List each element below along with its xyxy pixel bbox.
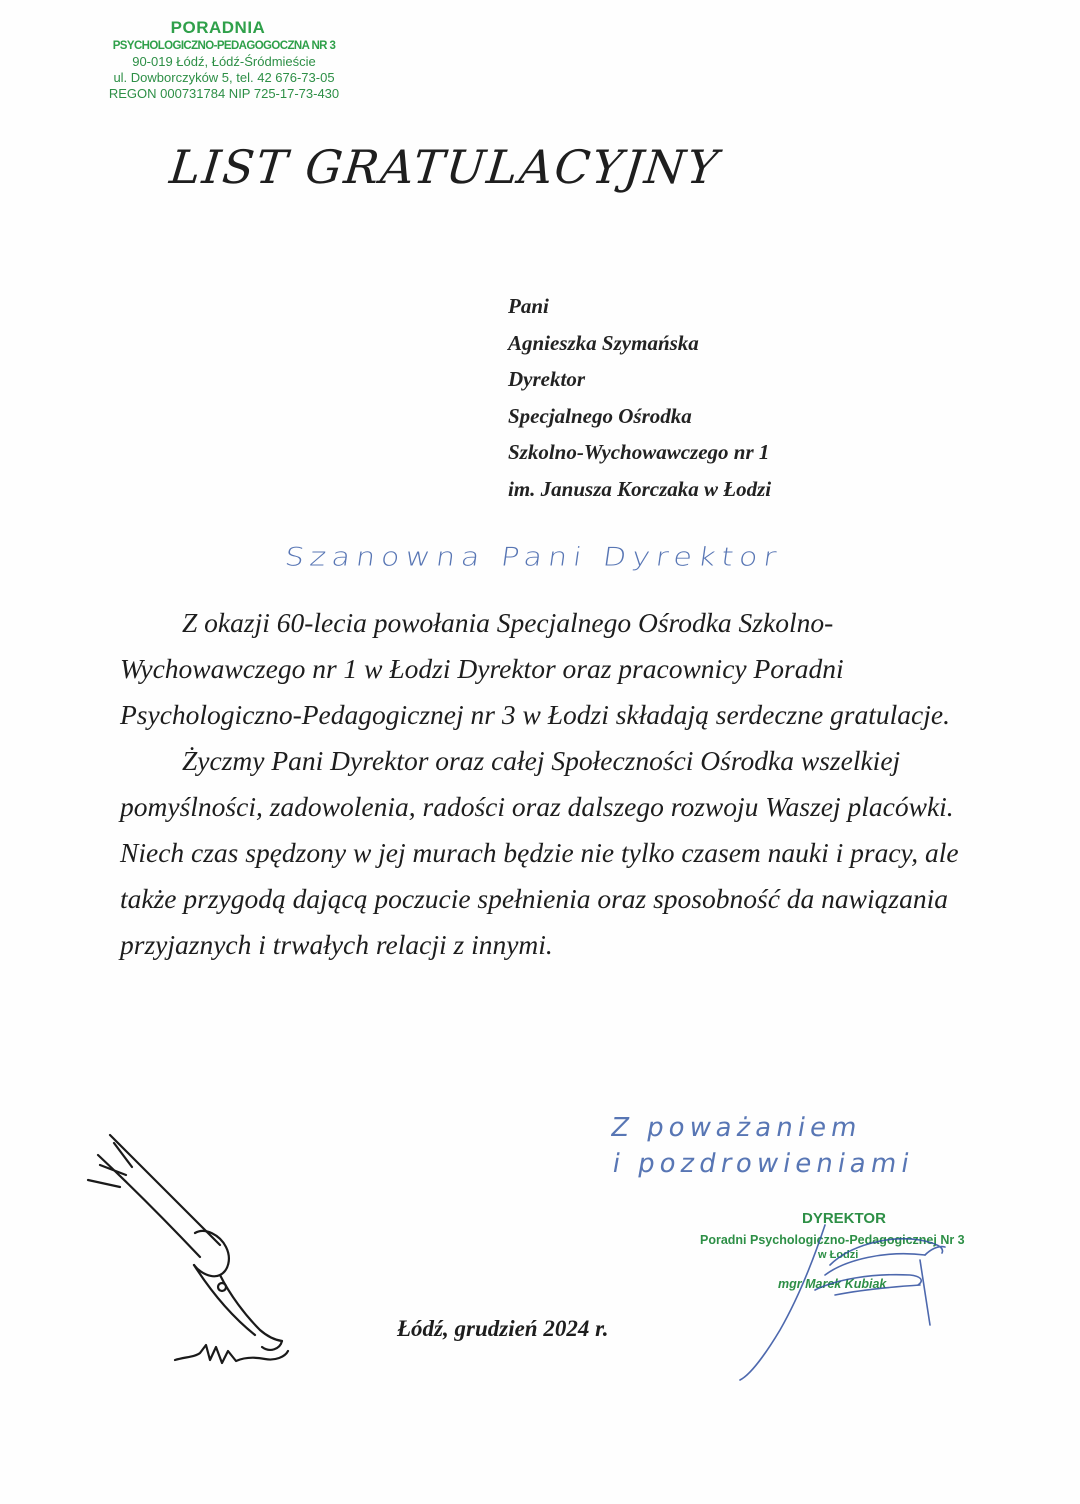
director-institution: Poradni Psychologiczno-Pedagogicznej Nr 3 (700, 1233, 965, 1247)
closing-line-2: i pozdrowieniami (610, 1149, 917, 1179)
institution-stamp (74, 18, 374, 101)
addressee-line: im. Janusza Korczaka w Łodzi (508, 476, 772, 501)
addressee-line: Dyrektor (508, 367, 585, 391)
addressee-block (508, 288, 771, 507)
handwritten-closing (602, 1110, 923, 1182)
addressee-line: Szkolno-Wychowawczego nr 1 (508, 440, 770, 464)
letter-body (120, 600, 960, 968)
signature-icon (720, 1205, 960, 1385)
stamp-line-1: PORADNIA (170, 18, 266, 37)
director-city: w Łodzi (818, 1249, 859, 1261)
stamp-line-3: 90-019 Łódź, Łódź-Śródmieście (132, 54, 316, 69)
body-paragraph-2: Życzmy Pani Dyrektor oraz całej Społeczności Ośrodka wszelkiej pomyślności, zadowolenia, radości oraz dalszego rozwoju Waszej placówki. Niech czas spędzony w jej murach będzie nie tylko czasem nauki i pracy, ale także przygodą dającą poczucie spełnienia oraz sposobność da nawiązania przyjaznych i trwałych relacji z innymi. (120, 745, 959, 960)
addressee-line: Agnieszka Szymańska (508, 330, 699, 355)
addressee-line: Pani (508, 294, 549, 318)
stamp-line-2: PSYCHOLOGICZNO-PEDAGOGOCZNA NR 3 (112, 40, 336, 52)
stamp-line-4: ul. Dowborczyków 5, tel. 42 676-73-05 (113, 70, 335, 85)
closing-line-1: Z poważaniem (608, 1113, 865, 1143)
handwritten-salutation: Szanowna Pani Dyrektor (282, 542, 784, 573)
place-and-date: Łódź, grudzień 2024 r. (397, 1316, 609, 1341)
stamp-line-5: REGON 000731784 NIP 725-17-73-430 (108, 86, 340, 101)
letter-title: LIST GRATULACYJNY (167, 140, 723, 194)
director-name: mgr Marek Kubiak (778, 1277, 887, 1291)
fountain-pen-icon (70, 1125, 310, 1395)
body-paragraph-1: Z okazji 60-lecia powołania Specjalnego Ośrodka Szkolno-Wychowawczego nr 1 w Łodzi Dyrektor oraz pracownicy Poradni Psychologiczno-Pedagogicznej nr 3 w Łodzi składają serdeczne gratulacje. (120, 607, 950, 730)
director-title: DYREKTOR (802, 1210, 886, 1227)
addressee-line: Specjalnego Ośrodka (508, 403, 692, 428)
